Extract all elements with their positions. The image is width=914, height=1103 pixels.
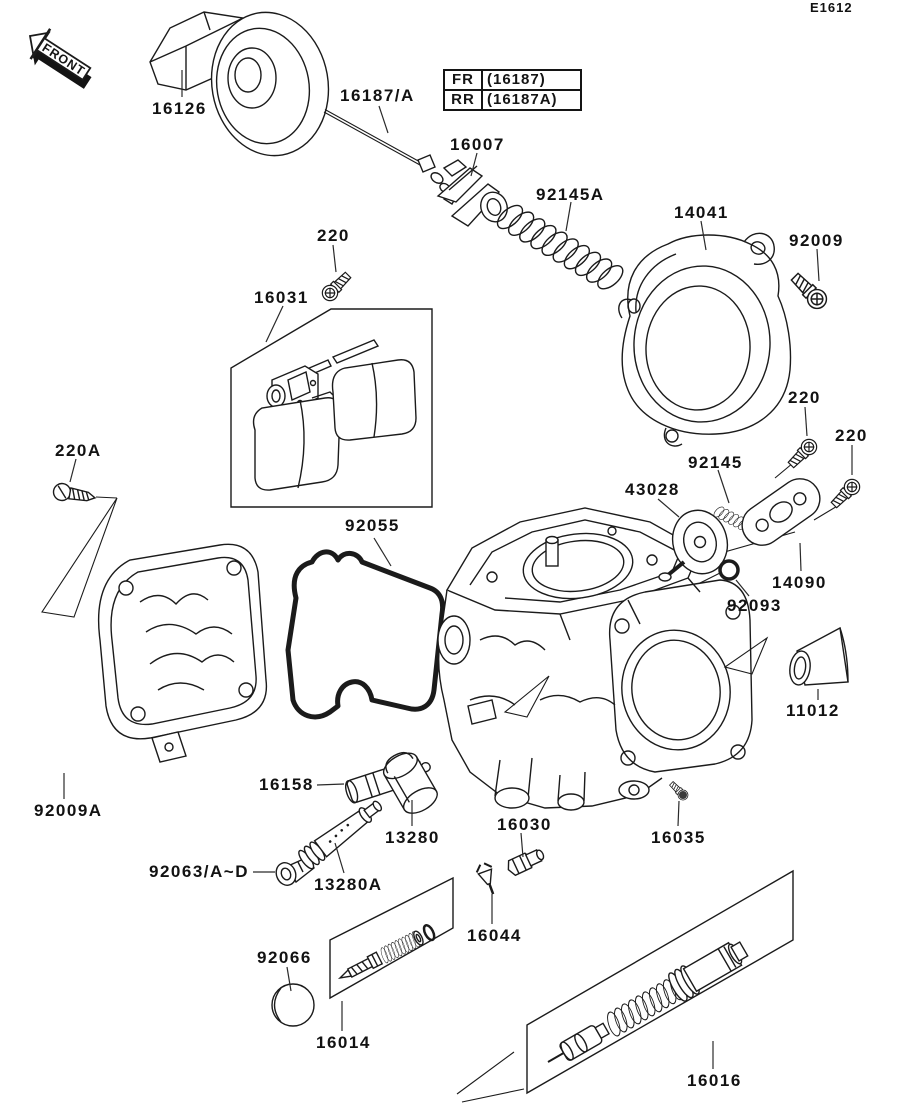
part-label-13280A: 13280A: [314, 875, 383, 894]
drawing-14090-cover-plate: [734, 471, 827, 553]
part-label-14090: 14090: [772, 573, 827, 592]
drawing-float-bowl: [99, 544, 267, 762]
front-arrow-label: FRONT: [39, 40, 88, 79]
drawing-16030-needle-valve: [505, 846, 546, 877]
part-label-92009A: 92009A: [34, 801, 103, 820]
drawing-16126-vacuum-piston: [150, 3, 340, 165]
drawing-16031-float-assembly: [231, 309, 432, 507]
part-label-16035: 16035: [651, 828, 706, 847]
part-label-16031: 16031: [254, 288, 309, 307]
part-label-13280: 13280: [385, 828, 440, 847]
part-label-92055: 92055: [345, 516, 400, 535]
drawing-220-screw-upper: [786, 436, 820, 470]
ref-table-row-rear: [445, 89, 580, 109]
part-label-43028: 43028: [625, 480, 680, 499]
ref-table-part-fr: (16187): [487, 71, 546, 88]
part-label-11012: 11012: [786, 701, 840, 720]
part-label-220A: 220A: [55, 441, 102, 460]
drawing-92145A-piston-spring: [491, 196, 630, 298]
drawing-92066-plug: [272, 984, 314, 1026]
drawing-220-screw-lower: [829, 476, 863, 510]
part-label-92093: 92093: [727, 596, 782, 615]
part-label-16044: 16044: [467, 926, 522, 945]
part-label-16126: 16126: [152, 99, 207, 118]
part-label-16030: 16030: [497, 815, 552, 834]
drawing-16044-float-valve: [475, 861, 501, 897]
page-code: E1612: [810, 0, 853, 15]
drawing-92055-gasket: [288, 552, 443, 717]
part-label-16007: 16007: [450, 135, 505, 154]
ref-table-row-front: [445, 71, 580, 89]
drawing-16016-starter-valve-kit: [457, 871, 793, 1102]
part-label-92145A: 92145A: [536, 185, 605, 204]
front-rear-reference-table: [443, 69, 582, 111]
drawing-16187-jet-needle: [324, 110, 456, 205]
part-label-220-upper: 220: [788, 388, 821, 407]
part-label-16158: 16158: [259, 775, 314, 794]
part-label-16187A: 16187/A: [340, 86, 415, 105]
part-label-92063AD: 92063/A~D: [149, 862, 249, 881]
part-label-14041: 14041: [674, 203, 729, 222]
drawing-220-screw-float: [319, 270, 353, 304]
part-label-92066: 92066: [257, 948, 312, 967]
ref-table-part-rr: (16187A): [487, 91, 558, 108]
ref-table-position-fr: FR: [445, 71, 483, 89]
drawing-14041-chamber-cover: [619, 233, 791, 446]
part-label-16016: 16016: [687, 1071, 742, 1090]
drawing-13280A-needle-jet: [296, 795, 386, 870]
drawing-16035-screw: [668, 780, 690, 802]
part-label-16014: 16014: [316, 1033, 371, 1052]
ref-table-position-rr: RR: [445, 91, 483, 109]
part-label-92145: 92145: [688, 453, 743, 472]
part-label-220-float: 220: [317, 226, 350, 245]
part-label-92009: 92009: [789, 231, 844, 250]
drawing-16014-pilot-screw-kit: [330, 878, 453, 998]
drawing-92009-screw: [788, 270, 830, 312]
drawing-11012-cap: [788, 628, 848, 686]
front-arrow: [18, 22, 101, 95]
drawing-92093-o-ring: [720, 561, 738, 579]
part-label-220-lower: 220: [835, 426, 868, 445]
drawing-13280-jet-holder: [378, 746, 441, 818]
